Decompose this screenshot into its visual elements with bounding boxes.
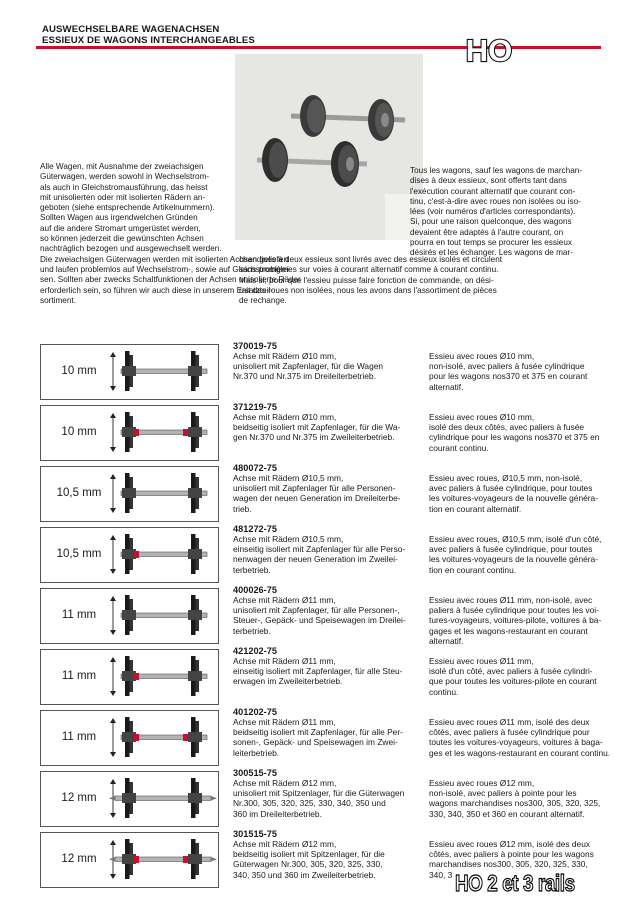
wheel-hub <box>188 427 202 437</box>
dimension-arrow-top <box>110 474 116 479</box>
dimension-arrow-bottom <box>110 508 116 513</box>
intro-fr-line: tinu, c'est-à-dire avec roues non isolées ou iso- <box>410 196 581 206</box>
axle-diagram <box>40 649 219 705</box>
intro-text-french-continued <box>239 255 619 306</box>
intro-de-line: auf die andere Stromart umgerüstet werden, <box>40 223 201 233</box>
description-line: côtés, avec paliers à fusée cylindrique pour <box>429 727 590 738</box>
dimension-arrow-bottom <box>110 752 116 757</box>
wheel-hub <box>188 793 202 803</box>
dimension-arrow-top <box>110 596 116 601</box>
description-line: Achse mit Rädern Ø10 mm, <box>233 412 337 422</box>
axle-diagram <box>40 466 219 522</box>
dimension-arrow-bottom <box>110 447 116 452</box>
description-german <box>233 595 433 636</box>
description-line: Achse mit Rädern Ø10 mm, <box>233 351 337 361</box>
description-german <box>233 412 433 443</box>
article-number: 301515-75 <box>233 829 277 839</box>
intro-de-line: und laufen problemlos auf Wechselstrom-, sowie auf Gleichstromglei- <box>40 264 292 274</box>
dimension-arrow-bottom <box>110 630 116 635</box>
wheel-hub <box>188 854 202 864</box>
article-number: 300515-75 <box>233 768 277 778</box>
description-line: non-isolé, avec paliers à fusée cylindrique <box>429 361 585 372</box>
intro-fr-line: lées (voir numéros d'articles correspondants). <box>410 207 576 217</box>
intro-de-line: Güterwagen, werden sowohl in Wechselstrom- <box>40 172 210 182</box>
axle-diagram <box>40 771 219 827</box>
description-german <box>233 717 433 758</box>
description-line: Essieu avec roues Ø12 mm, isolé des deux <box>429 839 591 849</box>
intro-fr2-line: chandises à deux essieux sont livrés avec des essieux isolés et circulent <box>239 255 503 264</box>
description-line: beidseitig isoliert mit Zapfenlager, für alle Per- <box>233 727 403 738</box>
intro-de-line: nachträglich bezogen und ausgewechselt werden. <box>40 244 222 254</box>
axle-item-row <box>40 645 622 706</box>
description-line: 360 im Dreileiterbetrieb. <box>233 808 322 819</box>
wheel-hub <box>122 610 136 620</box>
description-line: isolé d'un côté, avec paliers à fusée cylindri- <box>429 666 593 677</box>
wheel-diameter-label: 12 mm <box>61 792 97 804</box>
dimension-arrow-bottom <box>110 691 116 696</box>
description-french <box>429 473 629 514</box>
description-line: non-isolé, avec paliers à pointe pour les <box>429 788 577 799</box>
page-header <box>36 24 614 68</box>
description-german <box>233 534 433 575</box>
article-number: 480072-75 <box>233 463 277 473</box>
description-line: Steuer-, Gepäck- und Speisewagen im Dreilei- <box>233 615 406 626</box>
axle-item-row <box>40 401 622 462</box>
description-line: courant continu. <box>429 442 489 453</box>
axle-item-row <box>40 340 622 401</box>
intro-text-french <box>410 166 620 259</box>
description-german <box>233 656 433 687</box>
intro-de-line: Die zweiachsigen Güterwagen werden mit isolierten Achsen geliefert <box>40 254 289 264</box>
description-line: tion en courant alternatif. <box>429 503 522 514</box>
article-number: 421202-75 <box>233 646 277 656</box>
intro-de-line: sortiment. <box>40 295 76 305</box>
article-number: 370019-75 <box>233 341 277 351</box>
wheel-diameter-label: 10,5 mm <box>56 548 102 560</box>
axle-diagram <box>40 344 219 400</box>
description-french <box>429 778 629 819</box>
description-line: unisoliert mit Zapfenlager, für alle Personen-, <box>233 605 400 616</box>
axle-diagram <box>40 588 219 644</box>
intro-fr-line: Tous les wagons, sauf les wagons de marchan- <box>410 166 583 175</box>
description-line: les voitures-voyageurs de la nouvelle généra- <box>429 554 598 565</box>
description-line: côtés, avec paliers à pointe pour les wagons <box>429 849 594 860</box>
description-line: paliers à fusée cylindrique pour toutes les voi- <box>429 605 599 616</box>
wheel-hub <box>188 366 202 376</box>
pin-bearing-right <box>211 796 217 801</box>
dimension-arrow-top <box>110 779 116 784</box>
wheel-diameter-label: 10 mm <box>61 426 97 438</box>
description-german <box>233 839 433 880</box>
description-line: Achse mit Rädern Ø12 mm, <box>233 778 337 788</box>
wheel-hub <box>122 366 136 376</box>
description-french <box>429 412 629 453</box>
intro-de-line: Alle Wagen, mit Ausnahme der zweiachsigen <box>40 162 204 171</box>
description-line: Essieu avec roues Ø11 mm, isolé des deux <box>429 717 590 727</box>
description-line: que pour toutes les voitures-pilote en courant <box>429 676 597 687</box>
description-line: alternatif. <box>429 635 464 646</box>
intro-fr-line: Si, pour une raison quelconque, des wagons <box>410 217 572 227</box>
description-line: unisoliert mit Zapfenlager, für die Wagen <box>233 361 384 372</box>
dimension-arrow-top <box>110 657 116 662</box>
description-german <box>233 778 433 819</box>
description-line: toutes les voitures-voyageurs, voitures à baga- <box>429 737 603 748</box>
intro-de-line: geboten (siehe entsprechende Artikelnummern). <box>40 203 215 213</box>
dimension-arrow-bottom <box>110 813 116 818</box>
description-french <box>429 351 629 392</box>
article-number: 401202-75 <box>233 707 277 717</box>
intro-fr2-line: rait des roues non isolées, nous les avons dans l'assortiment de pièces <box>239 285 497 295</box>
description-line: 330, 340, 350 et 360 en courant alternatif. <box>429 808 585 819</box>
description-line: avec paliers à fusée cylindrique, pour toutes <box>429 544 593 555</box>
description-line: Essieu avec roues, Ø10,5 mm, non-isolé, <box>429 473 583 483</box>
description-german <box>233 351 433 382</box>
axle-item-row <box>40 767 622 828</box>
axle-diagram <box>40 710 219 766</box>
description-line: terbetrieb. <box>233 564 271 575</box>
description-line: tures-voyageurs, voitures-pilote, voitures à ba- <box>429 615 602 626</box>
axle-diagram <box>40 527 219 583</box>
description-line: Essieu avec roues Ø11 mm, non-isolé, avec <box>429 595 593 605</box>
wheel-hub <box>122 671 136 681</box>
wheel-diameter-label: 11 mm <box>61 670 97 682</box>
article-number: 400026-75 <box>233 585 277 595</box>
article-number: 481272-75 <box>233 524 277 534</box>
dimension-arrow-bottom <box>110 386 116 391</box>
intro-fr2-line: sans problèmes sur voies à courant alternatif comme à courant continu. <box>239 265 499 275</box>
wheel-diameter-label: 12 mm <box>61 853 97 865</box>
intro-fr2-line: de rechange. <box>239 296 287 306</box>
intro-fr-line: pourra en tout temps se procurer les essieux <box>410 238 573 248</box>
axle-item-row <box>40 462 622 523</box>
wheel-diameter-label: 11 mm <box>61 731 97 743</box>
description-line: einseitig isoliert mit Zapfenlager, für alle Steu- <box>233 666 403 677</box>
insulation-left <box>134 734 139 741</box>
wheel-diameter-label: 10,5 mm <box>56 487 102 499</box>
description-line: cylindrique pour les wagons nos370 et 375 en <box>429 432 600 443</box>
description-line: Essieu avec roues Ø11 mm, <box>429 656 534 666</box>
insulation-left <box>134 673 139 680</box>
wheel-hub <box>188 732 202 742</box>
dimension-arrow-top <box>110 413 116 418</box>
wheel-hub <box>122 793 136 803</box>
description-line: marchandises nos300, 305, 320, 325, 330, <box>429 859 588 870</box>
description-line: nenwagen der neuen Generation im Zweilei- <box>233 554 398 565</box>
pin-bearing-right <box>211 857 217 862</box>
article-number: 371219-75 <box>233 402 277 412</box>
intro-fr-line: désirés et les échanger. Les wagons de mar- <box>410 248 573 258</box>
wheel-hub <box>188 549 202 559</box>
wheel-hub <box>122 732 136 742</box>
insulation-right <box>183 429 188 436</box>
description-line: wagons marchandises nos300, 305, 320, 325, <box>429 798 601 809</box>
description-line: continu. <box>429 686 459 697</box>
description-line: 340, 3 <box>429 869 453 880</box>
description-line: Achse mit Rädern Ø11 mm, <box>233 717 336 727</box>
description-line: tion en courant continu. <box>429 564 517 575</box>
description-line: ges et les wagons-restaurant en courant continu. <box>429 747 611 758</box>
page-title <box>42 24 255 46</box>
description-line: beidseitig isoliert mit Zapfenlager, für die Wa- <box>233 422 401 433</box>
intro-de-line: als auch in Gleichstromausführung, das heisst <box>40 182 208 192</box>
wheel-hub <box>122 427 136 437</box>
dimension-arrow-bottom <box>110 874 116 879</box>
description-line: erwagen im Zweileiterbetrieb. <box>233 676 343 687</box>
description-line: 340, 350 und 360 im Zweileiterbetrieb. <box>233 869 376 880</box>
title-german: AUSWECHSELBARE WAGENACHSEN <box>42 24 220 35</box>
wheel-hub <box>122 488 136 498</box>
wheel-diameter-label: 10 mm <box>61 365 97 377</box>
intro-de-line: erforderlich sein, so führen wir auch diese in unserem Ersatzteil- <box>40 285 273 295</box>
description-german <box>233 473 433 514</box>
description-french <box>429 717 629 758</box>
description-line: Achse mit Rädern Ø10,5 mm, <box>233 534 344 544</box>
description-line: isolé des deux côtés, avec paliers à fusée <box>429 422 585 433</box>
description-line: Güterwagen Nr.300, 305, 320, 325, 330, <box>233 859 383 870</box>
axle-item-row <box>40 523 622 584</box>
dimension-arrow-bottom <box>110 569 116 574</box>
insulation-right <box>183 734 188 741</box>
description-line: Essieu avec roues, Ø10,5 mm, isolé d'un côté, <box>429 534 602 544</box>
wheel-diameter-label: 11 mm <box>61 609 97 621</box>
description-line: unisoliert mit Zapfenlager für alle Personen- <box>233 483 396 494</box>
description-line: beidseitig isoliert mit Spitzenlager, für die <box>233 849 385 860</box>
description-line: pour les wagons nos370 et 375 en courant <box>429 371 588 382</box>
insulation-left <box>134 429 139 436</box>
description-line: gages et les wagons-restaurant en courant <box>429 625 588 636</box>
description-line: Nr.300, 305, 320, 325, 330, 340, 350 und <box>233 798 386 809</box>
intro-fr-line: l'exécution courant alternatif que courant con- <box>410 186 576 196</box>
wheel-hub <box>122 854 136 864</box>
intro-de-line: Sollten Wagen aus irgendwelchen Gründen <box>40 213 198 223</box>
description-line: gen Nr.370 und Nr.375 im Zweileiterbetrieb. <box>233 432 395 443</box>
intro-de-line: so können jederzeit die gewünschten Achsen <box>40 234 204 244</box>
description-line: les voitures-voyageurs de la nouvelle généra- <box>429 493 598 504</box>
description-line: leiterbetrieb. <box>233 747 280 758</box>
description-line: terbetrieb. <box>233 625 271 636</box>
description-line: Essieu avec roues Ø10 mm, <box>429 412 535 422</box>
dimension-arrow-top <box>110 352 116 357</box>
title-french: ESSIEUX DE WAGONS INTERCHANGEABLES <box>42 35 255 46</box>
wheel-hub <box>122 549 136 559</box>
intro-fr-line: devaient être adaptés à l'autre courant, on <box>410 227 564 237</box>
description-line: sonen-, Gepäck- und Speisewagen im Zwei- <box>233 737 398 748</box>
axle-item-row <box>40 584 622 645</box>
intro-fr2-line: Mais si, pour que l'essieu puisse faire fonction de commande, on dési- <box>239 275 494 285</box>
dimension-arrow-top <box>110 718 116 723</box>
ho-badge-text: HO <box>465 33 513 68</box>
intro-fr-line: dises à deux essieux, sont offerts tant dans <box>410 176 567 186</box>
axle-product-list <box>40 340 622 889</box>
description-line: Achse mit Rädern Ø12 mm, <box>233 839 337 849</box>
axle-diagram <box>40 405 219 461</box>
axle-item-row <box>40 706 622 767</box>
wheel-hub <box>188 488 202 498</box>
description-line: wagen der neuen Generation im Dreileiterbe- <box>233 493 401 504</box>
insulation-left <box>134 551 139 558</box>
insulation-left <box>134 856 139 863</box>
description-french <box>429 656 629 697</box>
description-line: Achse mit Rädern Ø11 mm, <box>233 656 336 666</box>
ho-scale-badge <box>456 32 522 70</box>
description-line: Essieu avec roues Ø12 mm, <box>429 778 535 788</box>
description-line: alternatif. <box>429 381 464 392</box>
intro-de-line: sen. Sollten aber zwecks Schaltfunktionen der Achsen unisolierte Räder <box>40 275 301 285</box>
description-line: Achse mit Rädern Ø10,5 mm, <box>233 473 344 483</box>
description-line: Nr.370 und Nr.375 im Dreileiterbetrieb. <box>233 371 376 382</box>
intro-de-line: mit unisolierten oder mit isolierten Rädern an- <box>40 192 206 202</box>
dimension-arrow-top <box>110 840 116 845</box>
description-line: einseitig isoliert mit Zapfenlager für alle Perso- <box>233 544 406 555</box>
dimension-arrow-top <box>110 535 116 540</box>
axle-diagram <box>40 832 219 888</box>
description-french <box>429 534 629 575</box>
description-french <box>429 595 629 646</box>
insulation-right <box>183 856 188 863</box>
wheel-hub <box>188 610 202 620</box>
description-line: Essieu avec roues Ø10 mm, <box>429 351 535 361</box>
description-line: trieb. <box>233 503 252 514</box>
watermark-ho-2-3-rails: HO 2 et 3 rails <box>455 870 575 896</box>
description-line: unisoliert mit Spitzenlager, für die Güterwagen <box>233 788 405 799</box>
description-line: avec paliers à fusée cylindrique, pour toutes <box>429 483 593 494</box>
description-line: Achse mit Rädern Ø11 mm, <box>233 595 336 605</box>
wheel-hub <box>188 671 202 681</box>
